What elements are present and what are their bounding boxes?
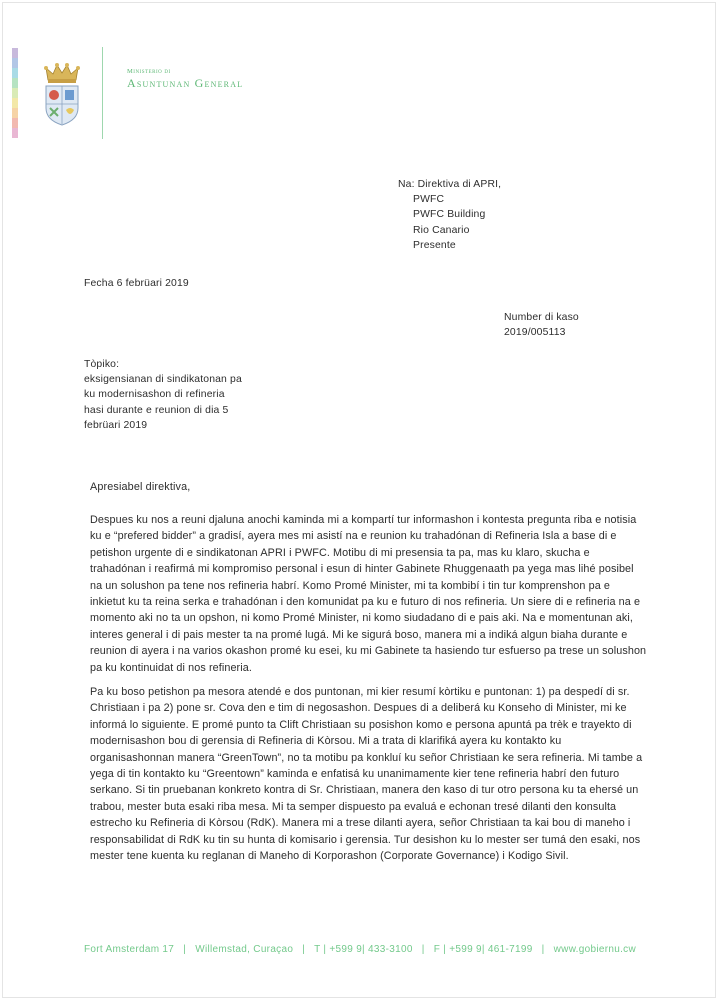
letter-date: Fecha 6 febrüari 2019 bbox=[84, 278, 189, 289]
color-stripe bbox=[12, 98, 18, 108]
recipient-line: PWFC bbox=[413, 194, 445, 206]
color-stripe bbox=[12, 68, 18, 78]
case-number-block bbox=[504, 310, 579, 340]
footer-contact bbox=[0, 944, 720, 955]
recipient-line: PWFC Building bbox=[413, 209, 486, 221]
footer-separator: | bbox=[302, 944, 306, 955]
body-paragraph-2: Pa ku boso petishon pa mesora atendé e dos puntonan, mi kier resumí kòrtiku e puntonan: 1) pa despedí di sr. Christiaan i pa 2) pone sr. Cova den e tim di negosashon. Despues di a deliberá ku Konseho di Minister, mi ke informá lo siguiente. E promé punto ta Clift Christiaan su posishon komo e persona apuntá pa trèk e trayekto di modernisashon bou di gerensia di Refineria di Kòrsou. Mi a trata di klarifiká ayera ku kontakto ku organisashonnan manera “GreenTown”, no ta motibu pa konkluí ku señor Christiaan ke sera refineria. Mi tambe a yega di tin kontakto ku “Greentown” kaminda e enfatisá ku unanimamente kier tene refineria habrí den futuro serkano. Si tin pruebanan konkreto kontra di Sr. Christiaan, manera den kaso di tur otro persona ku ta ehersé un trabou, mester buta esaki riba mesa. Mi ta semper dispuesto pa evaluá e echonan tresé dilanti den konsulta estrecho ku Refineria di Kòrsou (RdK). Manera mi a trese dilanti ayera, señor Christiaan ta kai bou di maneho i responsabilidat di RdK ku tin su hunta di komisario i gerensia. Tur desishon ku lo mester ser tumá den esaki, nos mester tene kuenta ku reglanan di Maneho di Korporashon (Corporate Governance) i Kodigo Sivil. bbox=[90, 686, 643, 863]
coat-of-arms-icon bbox=[40, 62, 84, 128]
color-stripe bbox=[12, 88, 18, 98]
footer-separator: | bbox=[183, 944, 187, 955]
body-paragraph-1: Despues ku nos a reuni djaluna anochi kaminda mi a kompartí tur informashon i kontesta pregunta riba e notisia ku e “prefered bidder” a gradisí, ayera mes mi asistí na e reunion ku trahadónan di Refineria Isla a base di e petishon urgente di e sindikatonan APRI i PWFC. Motibu di mi presensia ta pa, mas ku klaro, skucha e trahadónan i reafirmá mi kompromiso personal i esun di hinter Gabinete Rhuggenaath pa yega mas lihé posibel na un solushon pa tene nos refineria habrí. Komo Promé Minister, mi ta kombibí i tin tur komprenshon pa e inkietut ku ta reina serka e trahadónan i den komunidat pa ku e futuro di nos refineria. Un siere di e refineria na e momento aki no ta un opshon, ni komo Promé Minister, ni komo siudadano di e pais aki. Na e momentunan aki, interes general i di pais mester ta na promé lugá. Mi ke sigurá boso, manera mi a indiká algun biaha durante e reunion di ayera i na varios okashon promé ku esei, ku mi Gabinete ta hasiendo tur esfuerso pa trese un solushon pa ku kontinuidat di nos refineria. bbox=[90, 514, 647, 674]
footer-city: Willemstad, Curaçao bbox=[195, 944, 294, 955]
color-stripe bbox=[12, 78, 18, 88]
ministry-logo-text bbox=[127, 68, 243, 91]
color-stripe bbox=[12, 118, 18, 128]
greeting: Apresiabel direktiva, bbox=[90, 481, 191, 493]
recipient-address bbox=[398, 177, 501, 253]
recipient-line: Presente bbox=[413, 239, 456, 251]
recipient-line: Rio Canario bbox=[413, 224, 470, 236]
footer-website-link[interactable]: www.gobiernu.cw bbox=[553, 944, 636, 955]
footer-separator: | bbox=[421, 944, 425, 955]
topic-line: hasi durante e reunion di dia 5 bbox=[84, 404, 229, 416]
topic-label: Tòpiko: bbox=[84, 359, 120, 370]
topic-block bbox=[84, 357, 242, 433]
footer-address: Fort Amsterdam 17 bbox=[84, 944, 175, 955]
recipient-line: Na: Direktiva di APRI, bbox=[398, 179, 502, 190]
footer-separator: | bbox=[541, 944, 545, 955]
footer-fax: F | +599 9| 461-7199 bbox=[433, 944, 533, 955]
ministry-name: Asuntunan General bbox=[127, 76, 244, 90]
color-stripe bbox=[12, 58, 18, 68]
footer-phone: T | +599 9| 433-3100 bbox=[314, 944, 413, 955]
header-divider bbox=[102, 47, 103, 139]
color-stripe bbox=[12, 128, 18, 138]
ministry-prefix: Ministerio di bbox=[127, 68, 171, 75]
case-number-label: Number di kaso bbox=[504, 312, 579, 323]
topic-line: eksigensianan di sindikatonan pa bbox=[84, 374, 242, 386]
color-stripe bbox=[12, 48, 18, 58]
case-number-value: 2019/005113 bbox=[504, 327, 566, 339]
topic-line: febrüari 2019 bbox=[84, 419, 148, 431]
color-stripe-bar bbox=[12, 48, 18, 138]
color-stripe bbox=[12, 108, 18, 118]
topic-line: ku modernisashon di refineria bbox=[84, 389, 225, 401]
